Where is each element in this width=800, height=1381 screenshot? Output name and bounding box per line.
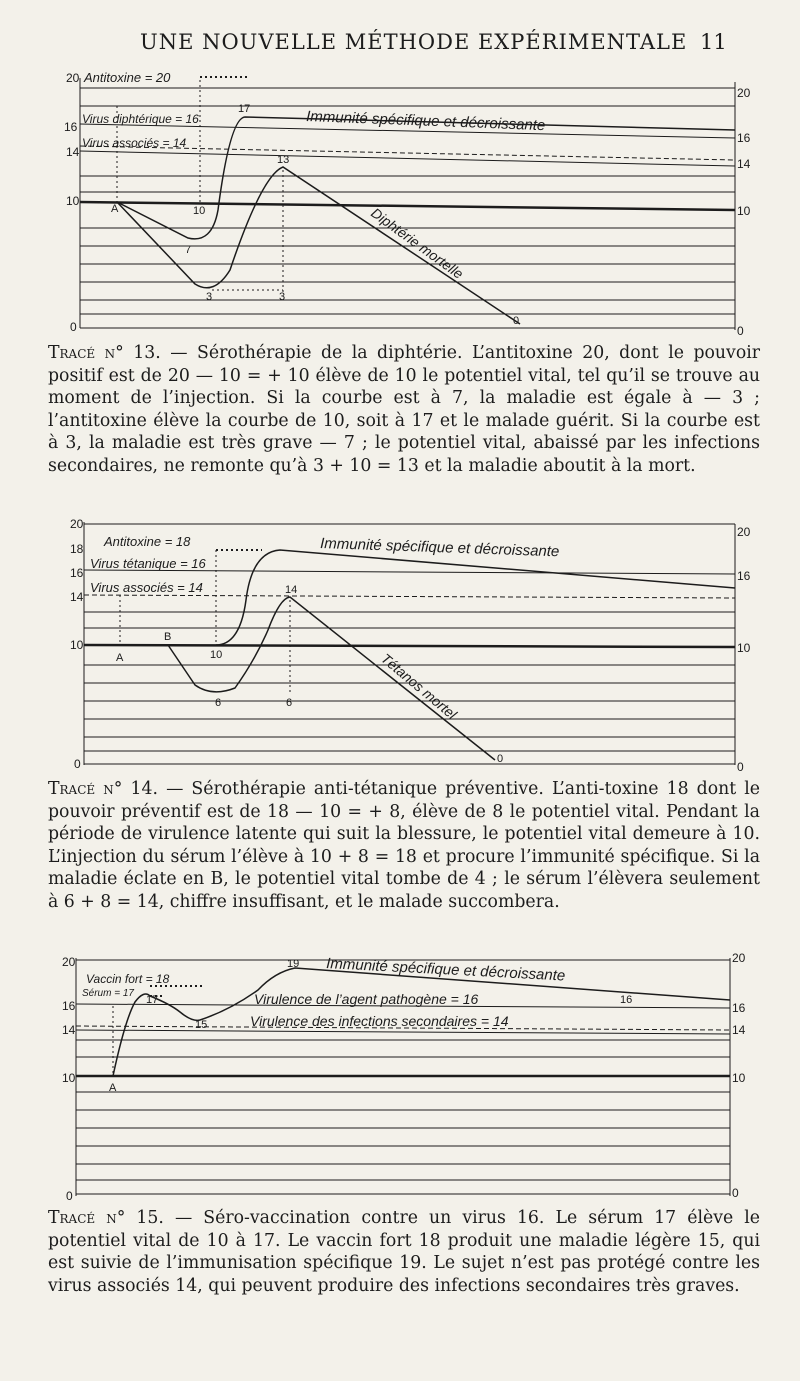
- point-label: 7: [185, 244, 192, 256]
- running-header: UNE NOUVELLE MÉTHODE EXPÉRIMENTALE: [140, 30, 688, 54]
- point-label: 14: [285, 584, 298, 596]
- caption-text: — Sérothérapie de la diphtérie. L’antitoxine 20, dont le pouvoir positif est de 20 — 10 = + 10 élève de 10 le potentiel vital, tel qu’il se trouve au moment de l’injection. Si la courbe est à 7, la maladie est égale à — 3 ; l’antitoxine élève la courbe de 10, soit à 17 et le malade guérit. Si la courbe est à 3, la maladie est très grave — 7 ; le potentiel vital, abaissé par les infections secondaires, ne remonte qu’à 3 + 10 = 13 et la maladie aboutit à la mort.: [48, 343, 761, 476]
- level-label: Antitoxine = 20: [84, 70, 171, 85]
- right-tick: 10: [737, 641, 751, 655]
- y-tick: 0: [70, 320, 77, 334]
- point-label: A: [116, 652, 124, 664]
- level-14-line-b: [76, 1030, 730, 1034]
- point-label: 3: [206, 291, 213, 303]
- trace-14-caption: [48, 778, 760, 913]
- level-label: Virus associés = 14: [90, 580, 203, 595]
- death-curve: [168, 597, 495, 760]
- level-14-line-b: [80, 151, 735, 166]
- trace-13-figure: [0, 70, 800, 338]
- trace-13-caption: [48, 342, 760, 477]
- level-10-line: [84, 645, 735, 647]
- right-tick: 16: [737, 131, 751, 145]
- right-tick: 20: [737, 86, 751, 100]
- level-10-line: [80, 202, 735, 210]
- y-tick: 20: [70, 517, 84, 531]
- level-label: Virus tétanique = 16: [90, 556, 206, 571]
- trace-14-figure: [0, 515, 800, 780]
- point-label: 10: [210, 649, 223, 661]
- y-tick: 20: [62, 955, 76, 969]
- point-label: A: [109, 1082, 117, 1094]
- y-tick: 10: [70, 638, 84, 652]
- point-label: 17: [146, 994, 159, 1006]
- point-label: 16: [620, 994, 633, 1006]
- point-label: 6: [215, 697, 222, 709]
- curve-label: Diphtérie mortelle: [368, 204, 467, 282]
- caption-label: Tracé n° 14.: [48, 779, 158, 799]
- curve-label: Immunité spécifique et décroissante: [319, 535, 560, 561]
- level-label: Vaccin fort = 18: [86, 972, 170, 986]
- caption-text: — Séro-vaccination contre un virus 16. Le sérum 17 élève le potentiel vital de 10 à 17. Le vaccin fort 18 produit une maladie légère 15, qui est suivie de l’immunisation spécifique 19. Le sujet n’est pas protégé contre les virus associés 14, qui peuvent produire des infections secondaires très graves.: [48, 1208, 760, 1296]
- caption-label: Tracé n° 13.: [48, 343, 161, 363]
- right-tick: 20: [732, 951, 746, 965]
- curve-label: Immunité spécifique et décroissante: [305, 108, 546, 135]
- right-tick: 16: [737, 569, 751, 583]
- point-label: 3: [279, 291, 286, 303]
- cure-curve: [117, 117, 735, 239]
- right-tick: 0: [737, 760, 744, 774]
- y-tick: 18: [70, 542, 84, 556]
- caption-label: Tracé n° 15.: [48, 1208, 164, 1228]
- curve-label: Tétanos mortel: [378, 650, 460, 723]
- y-tick: 14: [66, 145, 80, 159]
- right-tick: 0: [732, 1186, 739, 1200]
- caption-text: — Sérothérapie anti-tétanique préventive. L’anti-toxine 18 dont le pouvoir préventif est de 18 — 10 = + 8, élève de 8 le potentiel vital. Pendant la période de virulence latente qui suit la blessure, le potentiel vital demeure à 10. L’injection du sérum l’élève à 10 + 8 = 18 et procure l’immunité spécifique. Si la maladie éclate en B, le potentiel vital tombe de 4 ; le sérum l’élèvera seulement à 6 + 8 = 14, chiffre insuffisant, et le malade succombera.: [48, 779, 761, 912]
- point-label: 0: [497, 753, 504, 765]
- level-label: Virus associés = 14: [82, 136, 187, 150]
- page-number: 11: [700, 30, 727, 54]
- right-tick: 20: [737, 525, 751, 539]
- trace-15-figure: [0, 950, 800, 1205]
- trace-15-caption: [48, 1207, 760, 1297]
- curve-label: Immunité spécifique et décroissante: [325, 955, 566, 985]
- point-label: 10: [193, 205, 206, 217]
- right-tick: 10: [732, 1071, 746, 1085]
- level-label: Antitoxine = 18: [104, 534, 191, 549]
- y-tick: 16: [62, 999, 76, 1013]
- y-tick: 14: [70, 590, 84, 604]
- right-tick: 16: [732, 1001, 746, 1015]
- right-tick: 0: [737, 324, 744, 338]
- right-tick: 10: [737, 204, 751, 218]
- point-label: 17: [238, 103, 251, 115]
- point-label: B: [164, 631, 172, 643]
- y-tick: 14: [62, 1023, 76, 1037]
- y-tick: 10: [62, 1071, 76, 1085]
- right-tick: 14: [732, 1023, 746, 1037]
- point-label: 6: [286, 697, 293, 709]
- point-label: 15: [195, 1019, 208, 1031]
- y-tick: 0: [74, 757, 81, 771]
- right-tick: 14: [737, 157, 751, 171]
- y-tick: 16: [70, 566, 84, 580]
- level-label: Sérum = 17: [82, 988, 134, 999]
- level-label: Virulence des infections secondaires = 14: [250, 1013, 509, 1029]
- point-label: 19: [287, 958, 300, 970]
- y-tick: 16: [64, 120, 78, 134]
- cure-curve: [216, 550, 735, 645]
- point-label: 13: [277, 154, 290, 166]
- y-tick: 20: [66, 71, 80, 85]
- y-tick: 0: [66, 1189, 73, 1203]
- level-label: Virus diphtérique = 16: [82, 112, 199, 126]
- level-14-line: [84, 595, 735, 598]
- point-label: A: [111, 203, 119, 215]
- y-tick: 10: [66, 194, 80, 208]
- level-label: Virulence de l’agent pathogène = 16: [254, 991, 479, 1007]
- point-label: 0: [513, 315, 520, 327]
